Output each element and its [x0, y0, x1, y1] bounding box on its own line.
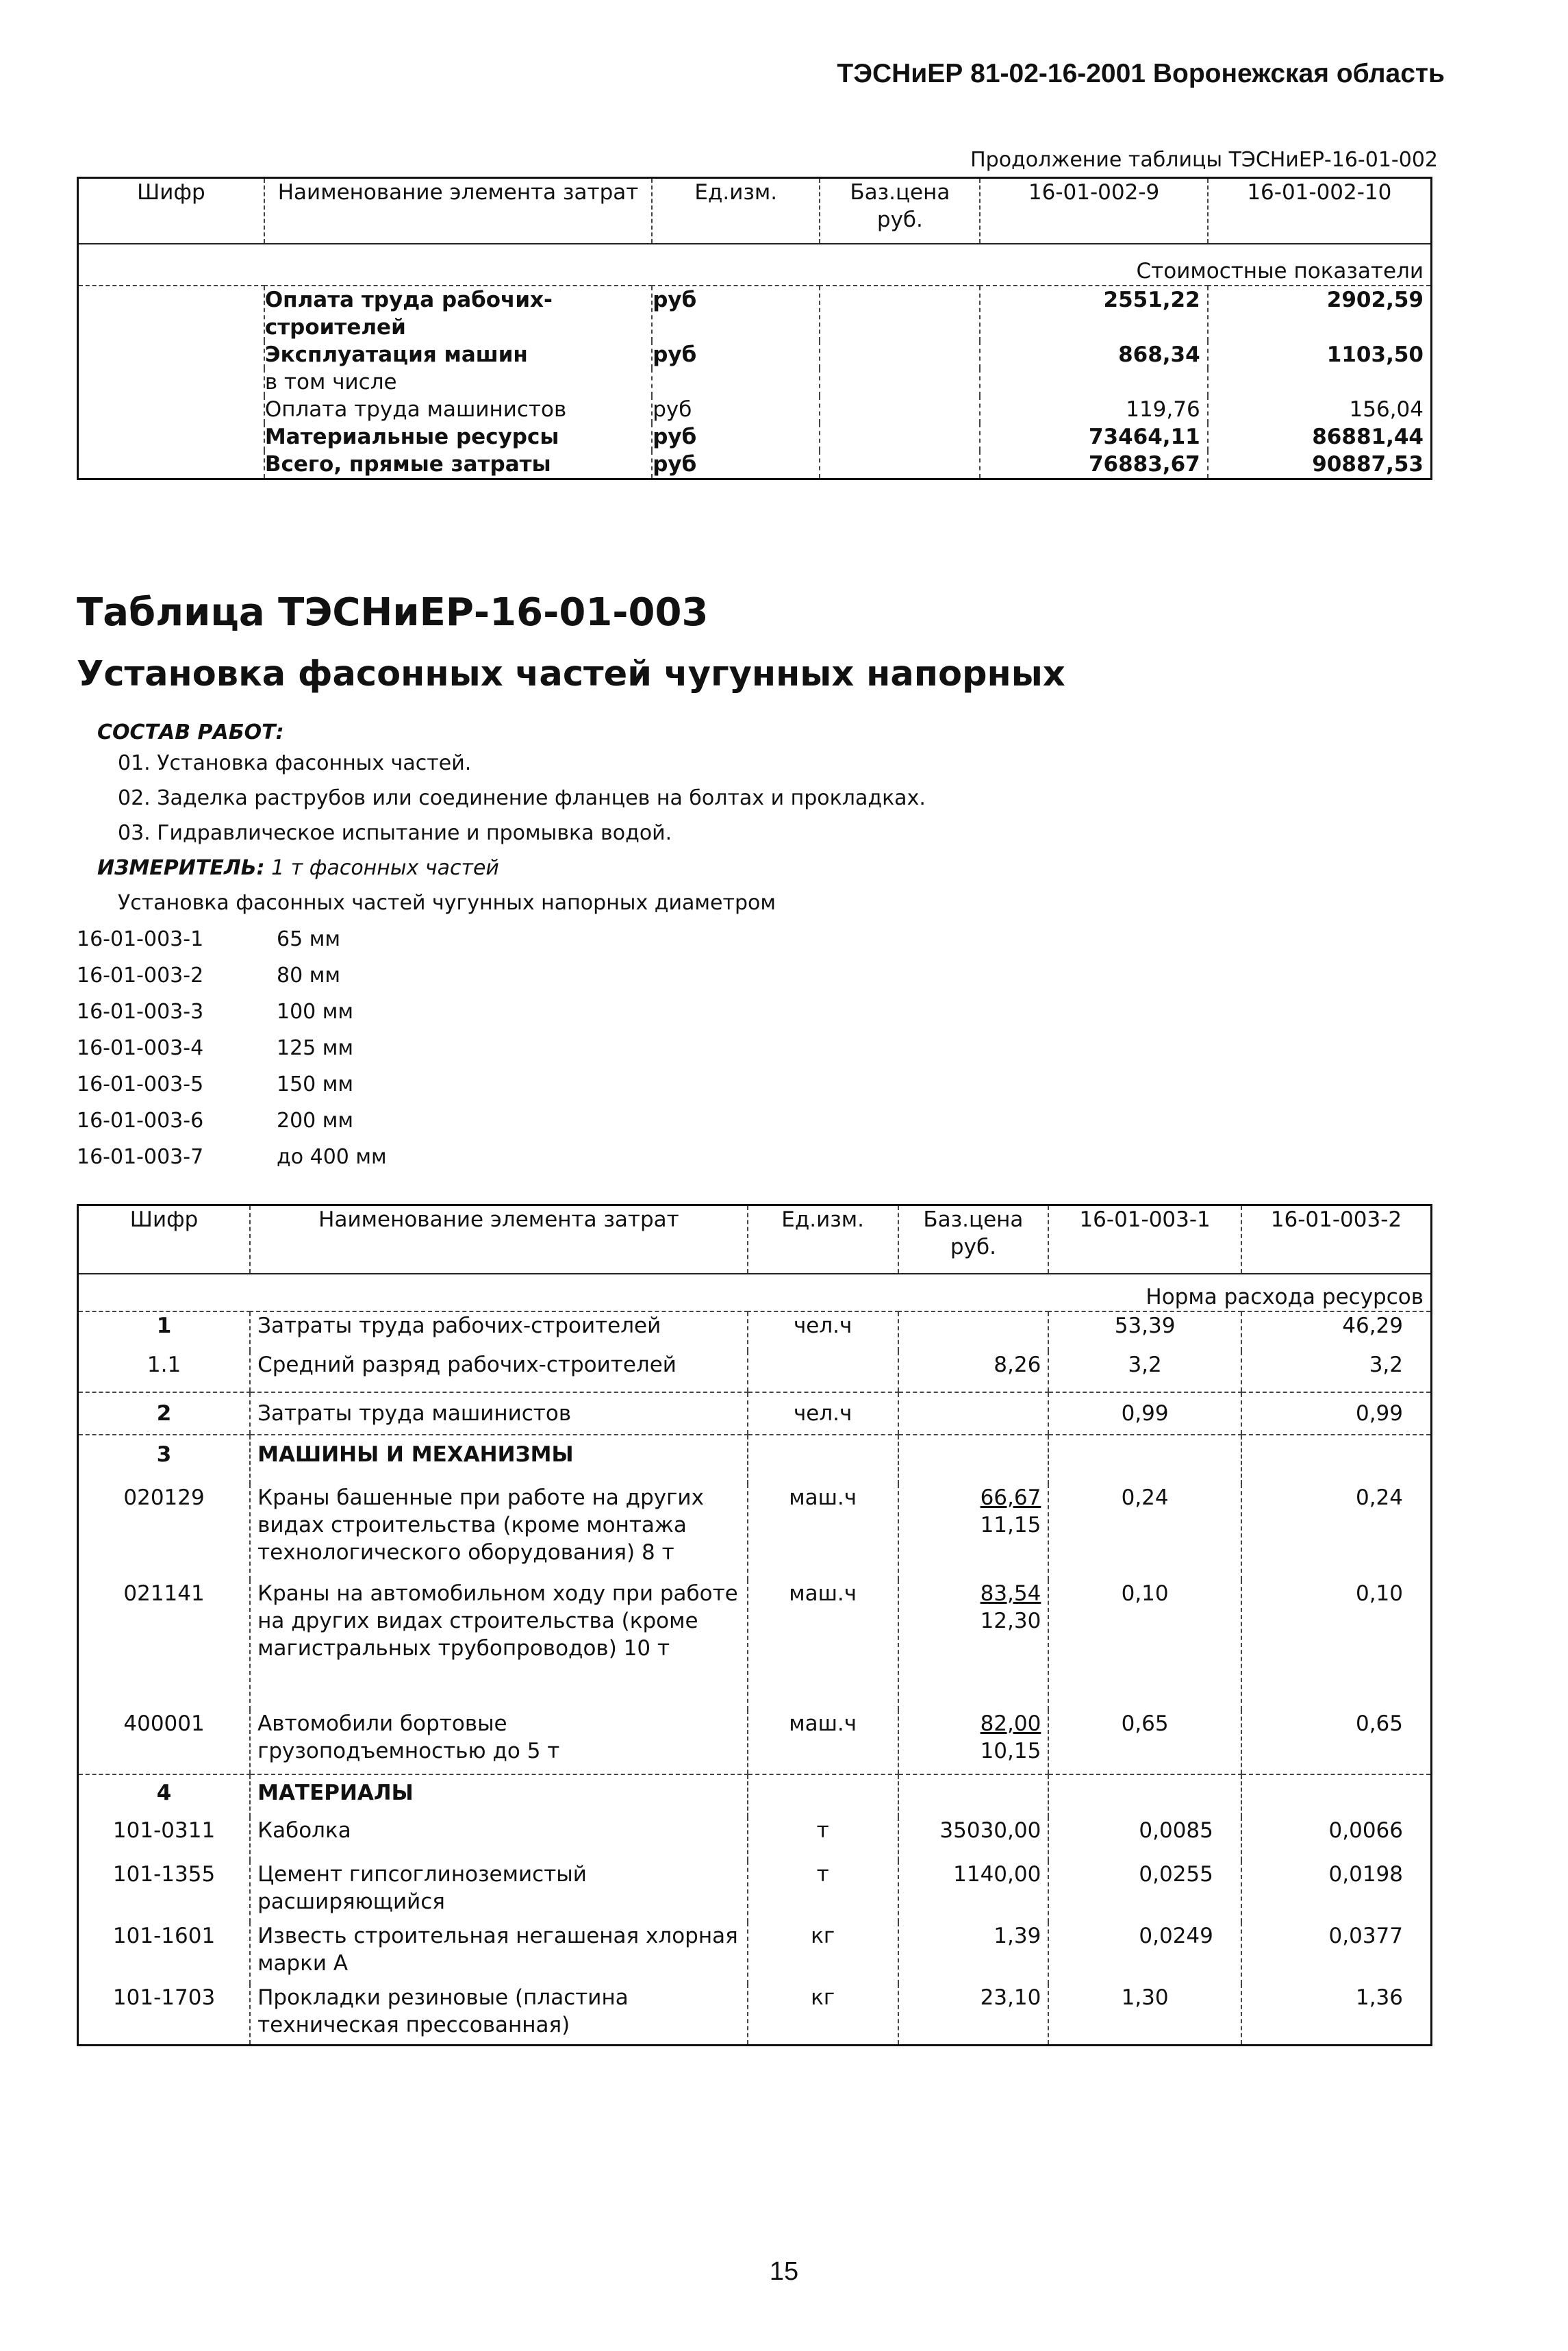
work-item: 02. Заделка раструбов или соединение фланцев на болтах и прокладках. [118, 786, 926, 810]
table-header-row [78, 178, 1432, 244]
item-value: 200 мм [277, 1109, 354, 1133]
item-code: 16-01-003-5 [77, 1072, 204, 1096]
table-caption: Стоимостные показатели [78, 257, 1432, 286]
header-col-b: 16-01-003-2 [1241, 1205, 1432, 1274]
item-value: 125 мм [277, 1036, 354, 1060]
document-header: ТЭСНиЕР 81-02-16-2001 Воронежская область [837, 59, 1445, 88]
header-name: Наименование элемента затрат [250, 1205, 748, 1274]
table-row: 101-1355 Цемент гипсоглиноземистый расширяющийся т 1140,00 0,0255 0,0198 [78, 1861, 1432, 1922]
measure-label: ИЗМЕРИТЕЛЬ: [97, 856, 265, 880]
items-intro: Установка фасонных частей чугунных напорных диаметром [118, 891, 776, 915]
table-row: 3 МАШИНЫ И МЕХАНИЗМЫ [78, 1435, 1432, 1484]
table-row: 021141 Краны на автомобильном ходу при работе на других видах строительства (кроме магистральных трубопроводов) 10 т маш.ч 83,54 12,30 0,10 0,10 [78, 1580, 1432, 1710]
table-header-row [78, 1205, 1432, 1274]
item-code: 16-01-003-4 [77, 1036, 204, 1060]
item-value: 65 мм [277, 927, 340, 951]
header-col-b: 16-01-002-10 [1208, 178, 1432, 244]
header-col-a: 16-01-002-9 [980, 178, 1207, 244]
header-name: Наименование элемента затрат [264, 178, 652, 244]
row-name: Всего, прямые затраты [264, 451, 652, 479]
header-unit: Ед.изм. [748, 1205, 898, 1274]
row-name: Оплата труда машинистов [264, 396, 652, 423]
table-row: Оплата труда рабочих-строителей руб 2551,22 2902,59 [78, 286, 1432, 341]
table-row: 101-1703 Прокладки резиновые (пластина техническая прессованная) кг 23,10 1,30 1,36 [78, 1984, 1432, 2046]
table-row [78, 368, 1432, 396]
item-code: 16-01-003-2 [77, 964, 204, 988]
table-caption-row [78, 257, 1432, 286]
measure-value: 1 т фасонных частей [271, 856, 499, 880]
row-name: Оплата труда рабочих-строителей [264, 286, 652, 341]
item-value: 80 мм [277, 964, 340, 988]
table-row: Эксплуатация машин руб 868,34 1103,50 [78, 341, 1432, 368]
table-row: Материальные ресурсы руб 73464,11 86881,44 [78, 423, 1432, 451]
table-row: 1 Затраты труда рабочих-строителей чел.ч 53,39 46,29 [78, 1311, 1432, 1351]
measure-line [97, 856, 499, 880]
item-code: 16-01-003-3 [77, 1000, 204, 1024]
header-base-price: Баз.цена руб. [898, 1205, 1049, 1274]
table-row: 101-0311 Каболка т 35030,00 0,0085 0,0066 [78, 1817, 1432, 1861]
table-caption: Норма расхода ресурсов [78, 1283, 1432, 1311]
cost-indicators-table [77, 177, 1432, 480]
table-row: 2 Затраты труда машинистов чел.ч 0,99 0,99 [78, 1392, 1432, 1435]
table-row: 400001 Автомобили бортовые грузоподъемностью до 5 т маш.ч 82,00 10,15 0,65 0,65 [78, 1710, 1432, 1774]
item-value: 100 мм [277, 1000, 354, 1024]
row-name: в том числе [264, 368, 652, 396]
table-row: 020129 Краны башенные при работе на других видах строительства (кроме монтажа технологического оборудования) 8 т маш.ч 66,67 11,15 0,24 0,24 [78, 1484, 1432, 1580]
table-row: 4 МАТЕРИАЛЫ [78, 1774, 1432, 1817]
table-row: Оплата труда машинистов руб 119,76 156,04 [78, 396, 1432, 423]
item-code: 16-01-003-7 [77, 1145, 204, 1169]
header-unit: Ед.изм. [652, 178, 820, 244]
table-continuation-caption: Продолжение таблицы ТЭСНиЕР-16-01-002 [970, 148, 1438, 172]
row-name: Материальные ресурсы [264, 423, 652, 451]
item-value: до 400 мм [277, 1145, 387, 1169]
header-col-a: 16-01-003-1 [1048, 1205, 1241, 1274]
item-value: 150 мм [277, 1072, 354, 1096]
work-item: 03. Гидравлическое испытание и промывка водой. [118, 821, 672, 845]
table-row: 1.1 Средний разряд рабочих-строителей 8,26 3,2 3,2 [78, 1351, 1432, 1392]
row-name: Эксплуатация машин [264, 341, 652, 368]
resource-norms-table [77, 1204, 1432, 2046]
header-base-price: Баз.цена руб. [820, 178, 980, 244]
header-code: Шифр [78, 178, 264, 244]
section-title: Таблица ТЭСНиЕР-16-01-003 [77, 590, 709, 635]
section-subtitle: Установка фасонных частей чугунных напорных [77, 654, 1065, 694]
work-composition-label: СОСТАВ РАБОТ: [97, 720, 284, 744]
header-code: Шифр [78, 1205, 251, 1274]
table-row: Всего, прямые затраты руб 76883,67 90887,53 [78, 451, 1432, 479]
page-number: 15 [769, 2257, 799, 2286]
item-code: 16-01-003-6 [77, 1109, 204, 1133]
table-caption-row [78, 1283, 1432, 1311]
item-code: 16-01-003-1 [77, 927, 204, 951]
work-item: 01. Установка фасонных частей. [118, 751, 472, 775]
table-row: 101-1601 Известь строительная негашеная хлорная марки А кг 1,39 0,0249 0,0377 [78, 1922, 1432, 1984]
